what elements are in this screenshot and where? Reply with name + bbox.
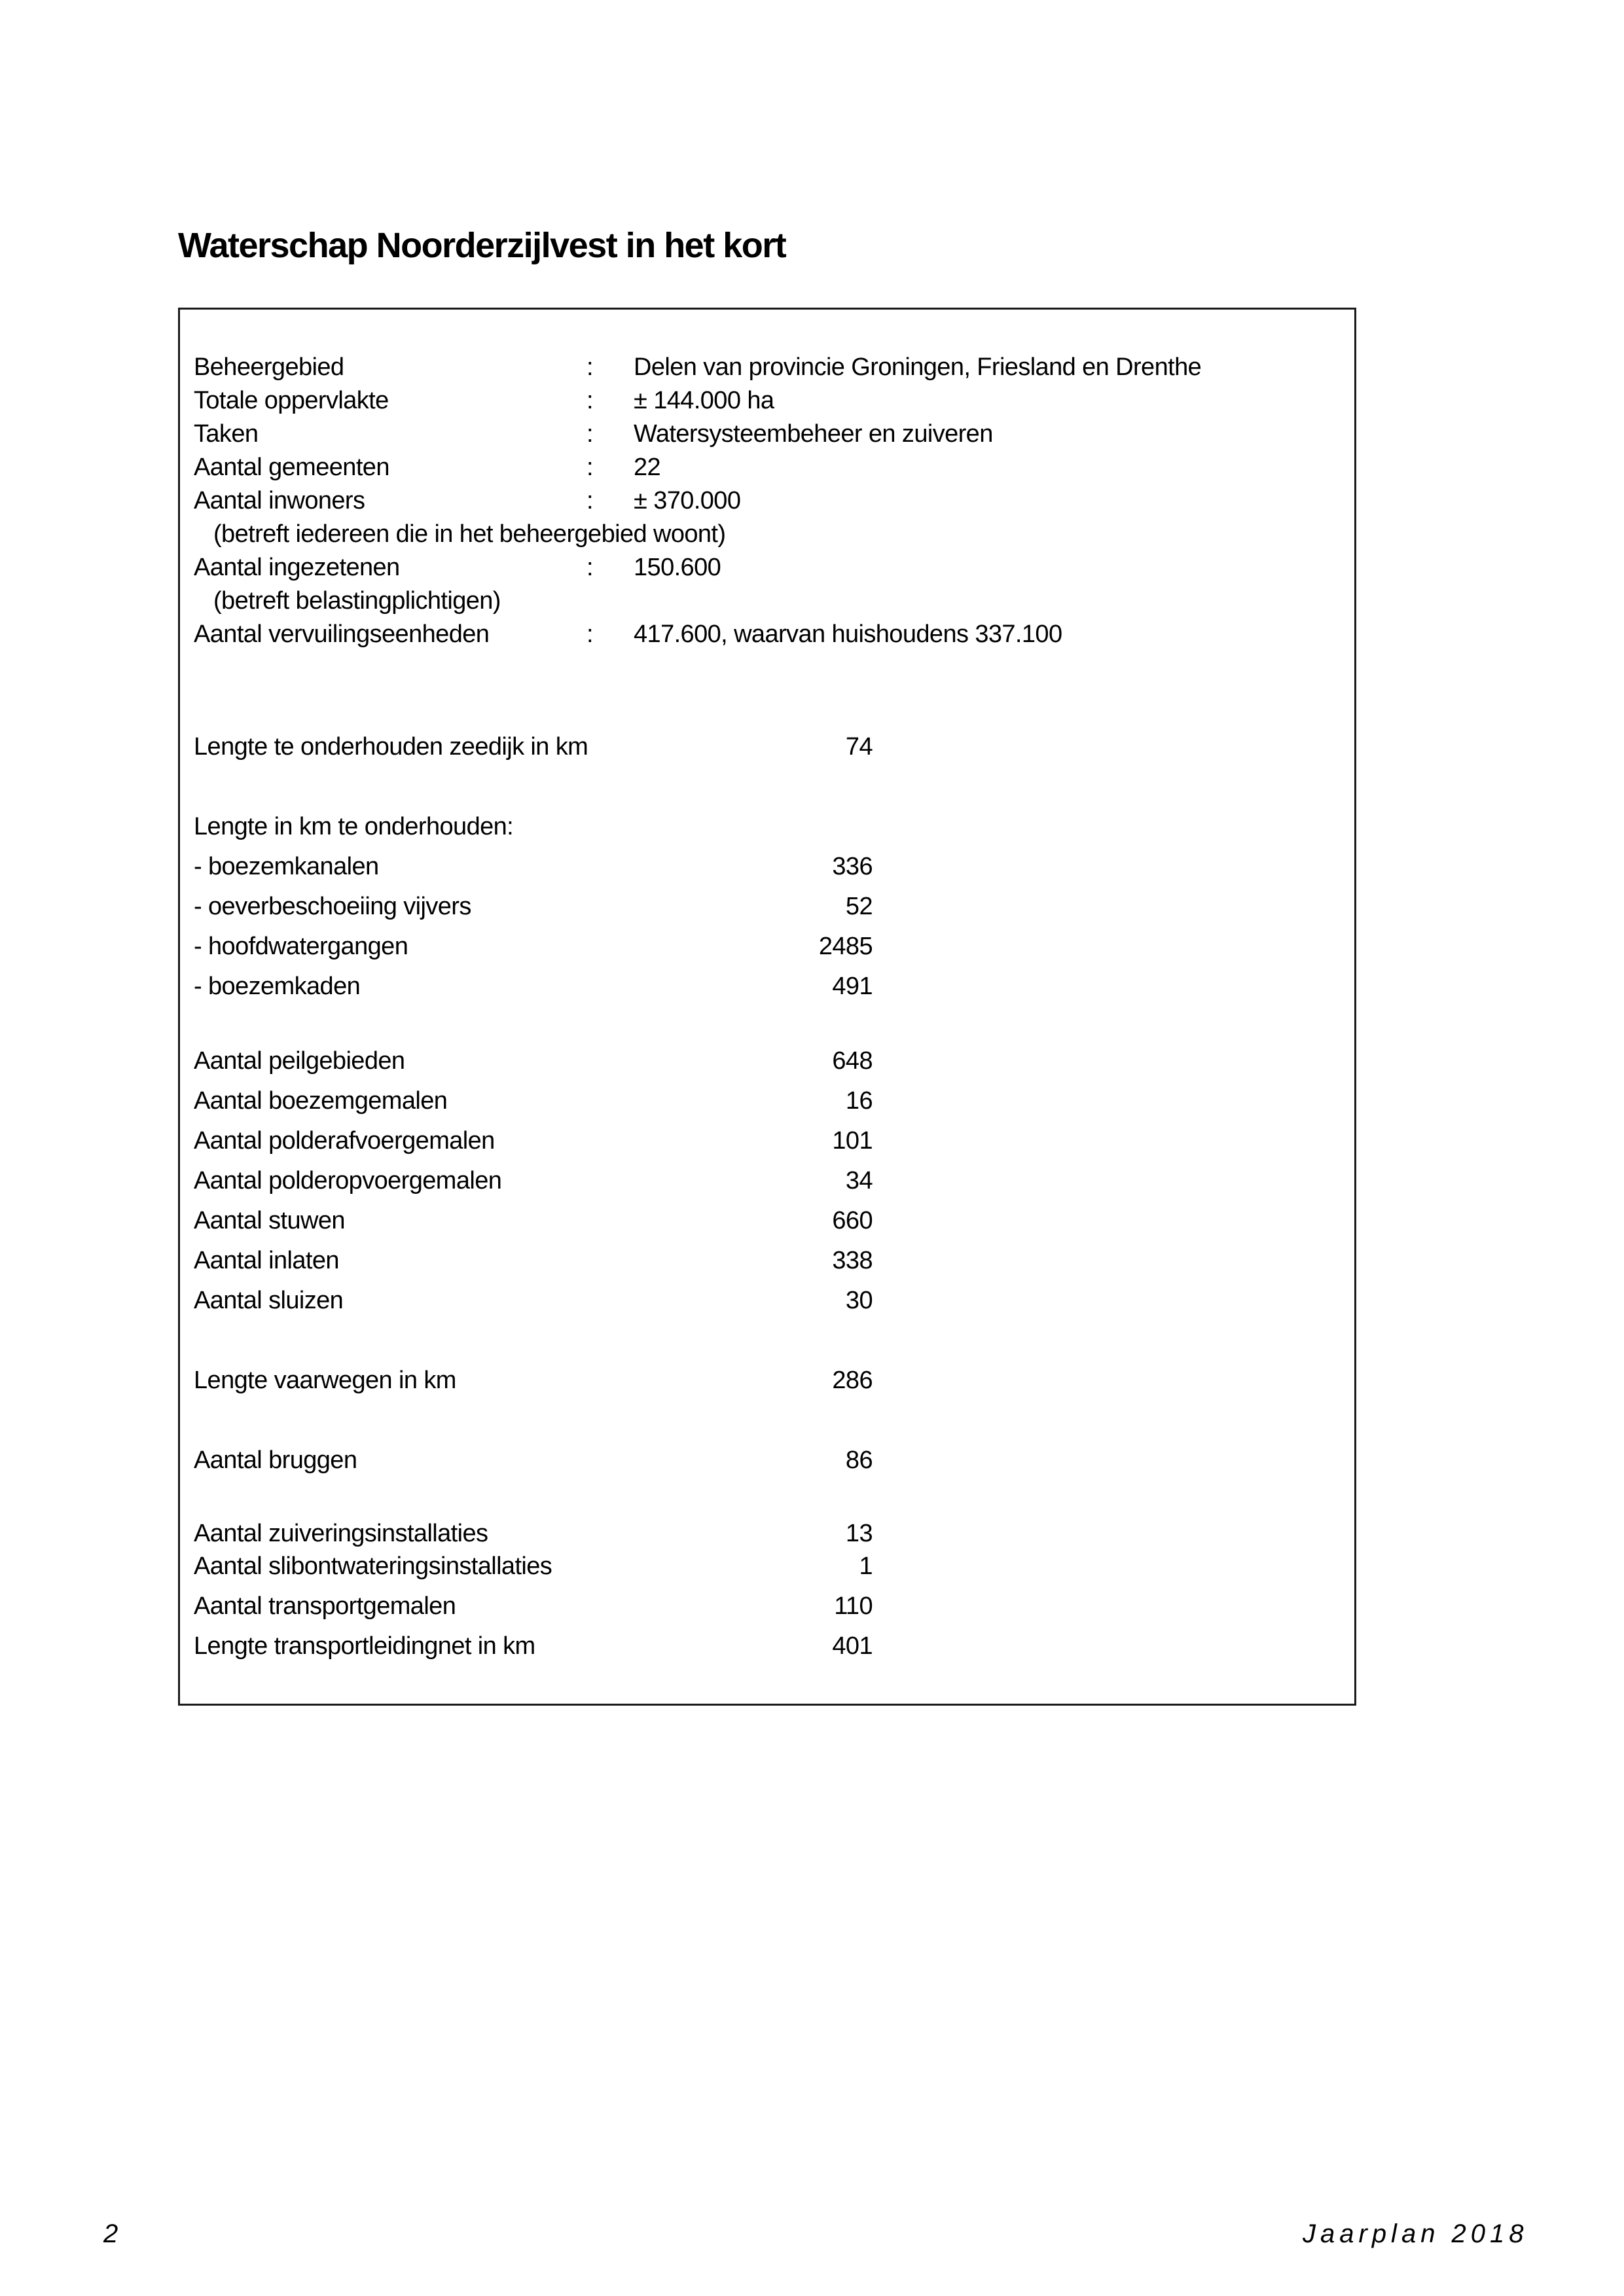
- stat-label: - boezemkanalen: [194, 853, 379, 880]
- stat-label: Aantal zuiveringsinstallaties: [194, 1520, 488, 1547]
- stat-label: Aantal stuwen: [194, 1207, 345, 1234]
- info-note: (betreft belastingplichtigen): [213, 587, 501, 615]
- info-colon: :: [586, 487, 593, 514]
- stat-label: - boezemkaden: [194, 973, 361, 1000]
- info-label: Aantal vervuilingseenheden: [194, 620, 490, 648]
- info-value: 150.600: [634, 554, 721, 581]
- stat-value: 2485: [818, 933, 873, 960]
- info-label: Totale oppervlakte: [194, 387, 389, 414]
- stat-value: 101: [832, 1127, 873, 1155]
- stat-label: Aantal sluizen: [194, 1287, 344, 1314]
- stat-value: 16: [845, 1087, 873, 1115]
- stat-label: - hoofdwatergangen: [194, 933, 408, 960]
- stat-value: 1: [859, 1552, 873, 1580]
- info-note: (betreft iedereen die in het beheergebied woont): [213, 520, 726, 548]
- info-label: Beheergebied: [194, 353, 344, 381]
- stat-label: Aantal slibontwateringsinstallaties: [194, 1552, 552, 1580]
- info-label: Taken: [194, 420, 259, 448]
- stat-value: 401: [832, 1632, 873, 1660]
- stat-value: 338: [832, 1247, 873, 1274]
- facts-box: [178, 308, 1356, 1706]
- stat-value: 336: [832, 853, 873, 880]
- stat-value: 286: [832, 1367, 873, 1394]
- stat-label: Aantal peilgebieden: [194, 1047, 405, 1075]
- stat-value: 110: [834, 1592, 873, 1620]
- info-value: Delen van provincie Groningen, Friesland en Drenthe: [634, 353, 1202, 381]
- stat-label: Aantal inlaten: [194, 1247, 339, 1274]
- stat-label: Lengte te onderhouden zeedijk in km: [194, 733, 588, 761]
- stat-value: 648: [832, 1047, 873, 1075]
- section-heading: Lengte in km te onderhouden:: [194, 813, 514, 840]
- info-label: Aantal ingezetenen: [194, 554, 400, 581]
- info-label: Aantal inwoners: [194, 487, 365, 514]
- stat-value: 30: [845, 1287, 873, 1314]
- stat-label: Aantal boezemgemalen: [194, 1087, 448, 1115]
- stat-value: 74: [845, 733, 873, 761]
- stat-value: 660: [832, 1207, 873, 1234]
- info-value: ± 144.000 ha: [634, 387, 774, 414]
- stat-label: Aantal bruggen: [194, 1446, 357, 1474]
- info-colon: :: [586, 454, 593, 481]
- page-number: 2: [103, 2219, 118, 2248]
- footer-document-title: Jaarplan 2018: [1303, 2219, 1528, 2248]
- stat-label: Aantal polderopvoergemalen: [194, 1167, 502, 1194]
- stat-value: 491: [832, 973, 873, 1000]
- stat-label: Aantal transportgemalen: [194, 1592, 456, 1620]
- info-value: Watersysteembeheer en zuiveren: [634, 420, 993, 448]
- info-value: 22: [634, 454, 661, 481]
- info-colon: :: [586, 353, 593, 381]
- stat-value: 86: [845, 1446, 873, 1474]
- info-colon: :: [586, 620, 593, 648]
- stat-label: - oeverbeschoeiing vijvers: [194, 893, 471, 920]
- info-value: ± 370.000: [634, 487, 741, 514]
- stat-label: Lengte transportleidingnet in km: [194, 1632, 535, 1660]
- info-colon: :: [586, 387, 593, 414]
- stat-value: 52: [845, 893, 873, 920]
- stat-value: 34: [845, 1167, 873, 1194]
- info-colon: :: [586, 554, 593, 581]
- info-label: Aantal gemeenten: [194, 454, 389, 481]
- info-colon: :: [586, 420, 593, 448]
- info-value: 417.600, waarvan huishoudens 337.100: [634, 620, 1062, 648]
- stat-label: Lengte vaarwegen in km: [194, 1367, 456, 1394]
- stat-label: Aantal polderafvoergemalen: [194, 1127, 495, 1155]
- page-title: Waterschap Noorderzijlvest in het kort: [178, 226, 786, 265]
- stat-value: 13: [845, 1520, 873, 1547]
